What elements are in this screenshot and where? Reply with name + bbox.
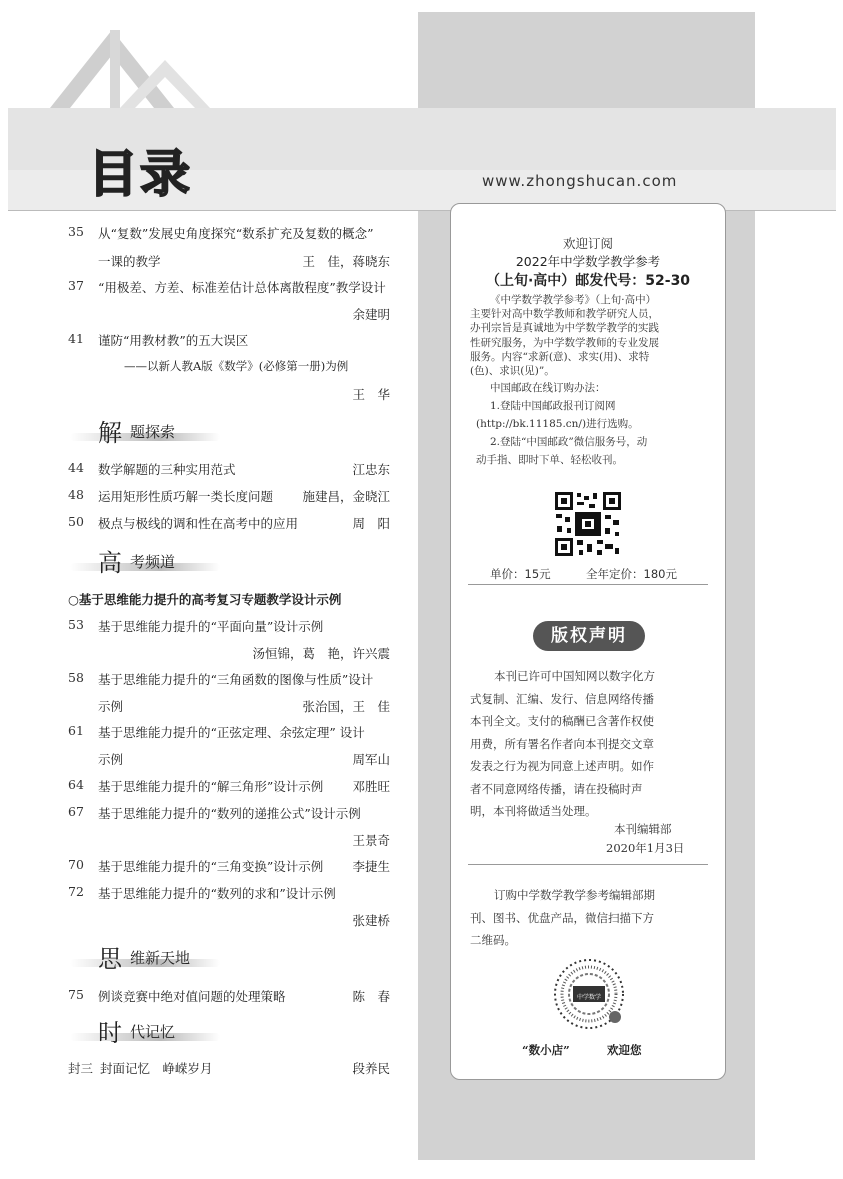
intro-line: 服务。内容“求新(意)、求实(用)、求特: [470, 350, 650, 363]
toc-page-number: 44: [68, 460, 84, 475]
section-heading-text: 题探索: [130, 423, 176, 441]
toc-item[interactable]: [68, 884, 390, 928]
copyright-line: 式复制、汇编、发行、信息网络传播: [470, 691, 654, 706]
copyright-line: 发表之行为视为同意上述声明。如作: [470, 759, 654, 773]
toc-author: 张治国，王 佳: [302, 699, 390, 714]
toc-page-number: 48: [68, 487, 84, 502]
website-url[interactable]: www.zhongshucan.com: [482, 172, 678, 190]
shop-welcome: 欢迎您: [607, 1043, 642, 1057]
toc-title: 运用矩形性质巧解一类长度问题: [98, 489, 274, 504]
toc-author: 张建桥: [352, 913, 390, 928]
toc-title: 基于思维能力提升的“数列的递推公式”设计示例: [98, 806, 361, 821]
toc-page-number: 37: [68, 278, 84, 293]
toc-page-number: 70: [68, 857, 84, 872]
statement-date: 2020年1月3日: [606, 841, 685, 855]
toc-author: 陈 春: [352, 989, 390, 1004]
toc-title: 谨防“用教材教”的五大误区: [98, 333, 249, 348]
section-heading-gaokao: [70, 543, 230, 577]
toc-item[interactable]: [68, 804, 390, 848]
toc-title: 基于思维能力提升的“数列的求和”设计示例: [98, 886, 336, 901]
toc-author: 余建明: [352, 307, 390, 322]
toc-page-number: 封三: [68, 1061, 94, 1076]
toc-item[interactable]: [68, 617, 390, 661]
wechat-line: 刊、图书、优盘产品，微信扫描下方: [470, 910, 654, 925]
order-step-2: 2.登陆“中国邮政”微信服务号，动: [490, 436, 648, 448]
toc-subtitle: ——以新人教A版《数学》(必修第一册)为例: [124, 359, 349, 373]
toc-page-number: 50: [68, 514, 84, 529]
section-heading-jieti: [70, 413, 230, 447]
divider: [468, 584, 708, 585]
page-title: 目录: [88, 145, 192, 203]
toc-title: 极点与极线的调和性在高考中的应用: [98, 516, 299, 531]
copyright-line: 者不同意网络传播，请在投稿时声: [470, 781, 643, 796]
toc-title: 例谈竞赛中绝对值问题的处理策略: [98, 989, 286, 1004]
toc-page-number: 53: [68, 617, 84, 632]
shop-name: “数小店”: [522, 1043, 570, 1057]
toc-title-continued: 示例: [98, 752, 124, 767]
toc-page-number: 41: [68, 331, 84, 346]
qr-logo-text: 中学数学: [576, 994, 601, 1001]
toc-item[interactable]: [68, 670, 390, 714]
wechat-line: 订购中学数学教学参考编辑部期: [494, 888, 655, 902]
magazine-intro: [470, 293, 710, 378]
copyright-line: 明，本刊将做适当处理。: [470, 804, 597, 818]
toc-title: “用极差、方差、标准差估计总体离散程度”教学设计: [98, 280, 386, 295]
section-heading-big-char: 时: [98, 1019, 122, 1047]
wechat-line: 二维码。: [470, 933, 516, 947]
price-single: 单价：15元: [490, 567, 551, 581]
wechat-order-text: [470, 884, 710, 952]
copyright-badge: 版权声明: [533, 621, 645, 651]
order-step-1: 1.登陆中国邮政报刊订阅网: [490, 400, 616, 412]
toc-page-number: 75: [68, 987, 84, 1002]
toc-author: 周军山: [352, 752, 390, 767]
toc-title-continued: 示例: [98, 699, 124, 714]
magazine-name: 2022年中学数学教学参考: [515, 254, 661, 269]
toc-title: 封面记忆 峥嵘岁月: [100, 1061, 213, 1076]
toc-author: 王 华: [352, 387, 390, 402]
toc-page-number: 72: [68, 884, 84, 899]
series-title: ○基于思维能力提升的高考复习专题教学设计示例: [68, 592, 342, 607]
toc-author: 施建昌，金晓江: [302, 489, 390, 504]
toc-item[interactable]: [68, 278, 390, 322]
toc-item[interactable]: [68, 331, 390, 401]
toc-author: 李捷生: [352, 859, 390, 874]
order-step-2-cont: 动手指、即时下单、轻松收刊。: [476, 454, 623, 466]
section-heading-siwei: [70, 939, 230, 973]
section-heading-big-char: 思: [98, 945, 122, 973]
toc-title: 基于思维能力提升的“解三角形”设计示例: [98, 779, 324, 794]
toc-title: 从“复数”发展史角度探究“数系扩充及复数的概念”: [98, 226, 374, 241]
toc-author: 王景奇: [352, 833, 390, 848]
toc-page-number: 58: [68, 670, 84, 685]
toc-author: 汤恒锦，葛 艳，许兴震: [252, 646, 390, 661]
copyright-line: 用费，所有署名作者向本刊提交文章: [470, 736, 654, 751]
toc-title: 基于思维能力提升的“正弦定理、余弦定理” 设计: [98, 725, 365, 740]
toc-page-number: 35: [68, 224, 84, 239]
toc-title-continued: 一课的教学: [98, 254, 161, 269]
toc-author: 王 佳，蒋晓东: [302, 254, 390, 269]
price-annual: 全年定价：180元: [586, 567, 677, 581]
intro-line: 《中学数学教学参考》（上旬·高中）: [490, 294, 657, 306]
intro-line: 办刊宗旨是真诚地为中学数学教学的实践: [470, 322, 659, 335]
postal-code: （上旬·高中）邮发代号：52-30: [485, 273, 691, 289]
toc-title: 基于思维能力提升的“三角函数的图像与性质”设计: [98, 672, 374, 687]
toc-page-number: 61: [68, 723, 84, 738]
divider: [468, 864, 708, 865]
roof-decoration-icon: [50, 25, 240, 115]
editor-signature: 本刊编辑部: [614, 822, 672, 836]
welcome-heading: 欢迎订阅: [562, 236, 613, 251]
intro-line: 性研究服务，为中学数学教师的专业发展: [470, 336, 659, 349]
section-heading-text: 考频道: [130, 553, 176, 571]
toc-author: 段养民: [352, 1061, 390, 1076]
intro-line: (色)、求识(见)”。: [470, 365, 555, 378]
toc-author: 周 阳: [352, 516, 390, 531]
toc-page-number: 64: [68, 777, 84, 792]
copyright-line: 本刊已许可中国知网以数字化方: [494, 669, 655, 683]
toc-author: 邓胜旺: [352, 779, 390, 794]
toc-page-number: 67: [68, 804, 84, 819]
toc-item[interactable]: [68, 224, 390, 269]
toc-item[interactable]: [68, 723, 390, 767]
section-heading-big-char: 解: [98, 419, 122, 447]
intro-line: 主要针对高中数学教师和教学研究人员，: [470, 308, 659, 321]
toc-title: 基于思维能力提升的“三角变换”设计示例: [98, 859, 324, 874]
copyright-text: [470, 665, 710, 823]
section-heading-text: 代记忆: [130, 1023, 176, 1041]
toc-author: 江忠东: [352, 462, 390, 477]
toc-title: 数学解题的三种实用范式: [98, 462, 236, 477]
order-step-1-link[interactable]: (http://bk.11185.cn/)进行选购。: [476, 418, 639, 430]
section-heading-big-char: 高: [98, 549, 122, 577]
qr-code-icon[interactable]: [553, 490, 623, 558]
section-heading-shidai: [70, 1013, 230, 1047]
toc-title: 基于思维能力提升的“平面向量”设计示例: [98, 619, 324, 634]
copyright-line: 本刊全文。支付的稿酬已含著作权使: [470, 714, 654, 728]
section-heading-text: 维新天地: [130, 949, 191, 967]
order-title: 中国邮政在线订购办法：: [490, 382, 606, 394]
